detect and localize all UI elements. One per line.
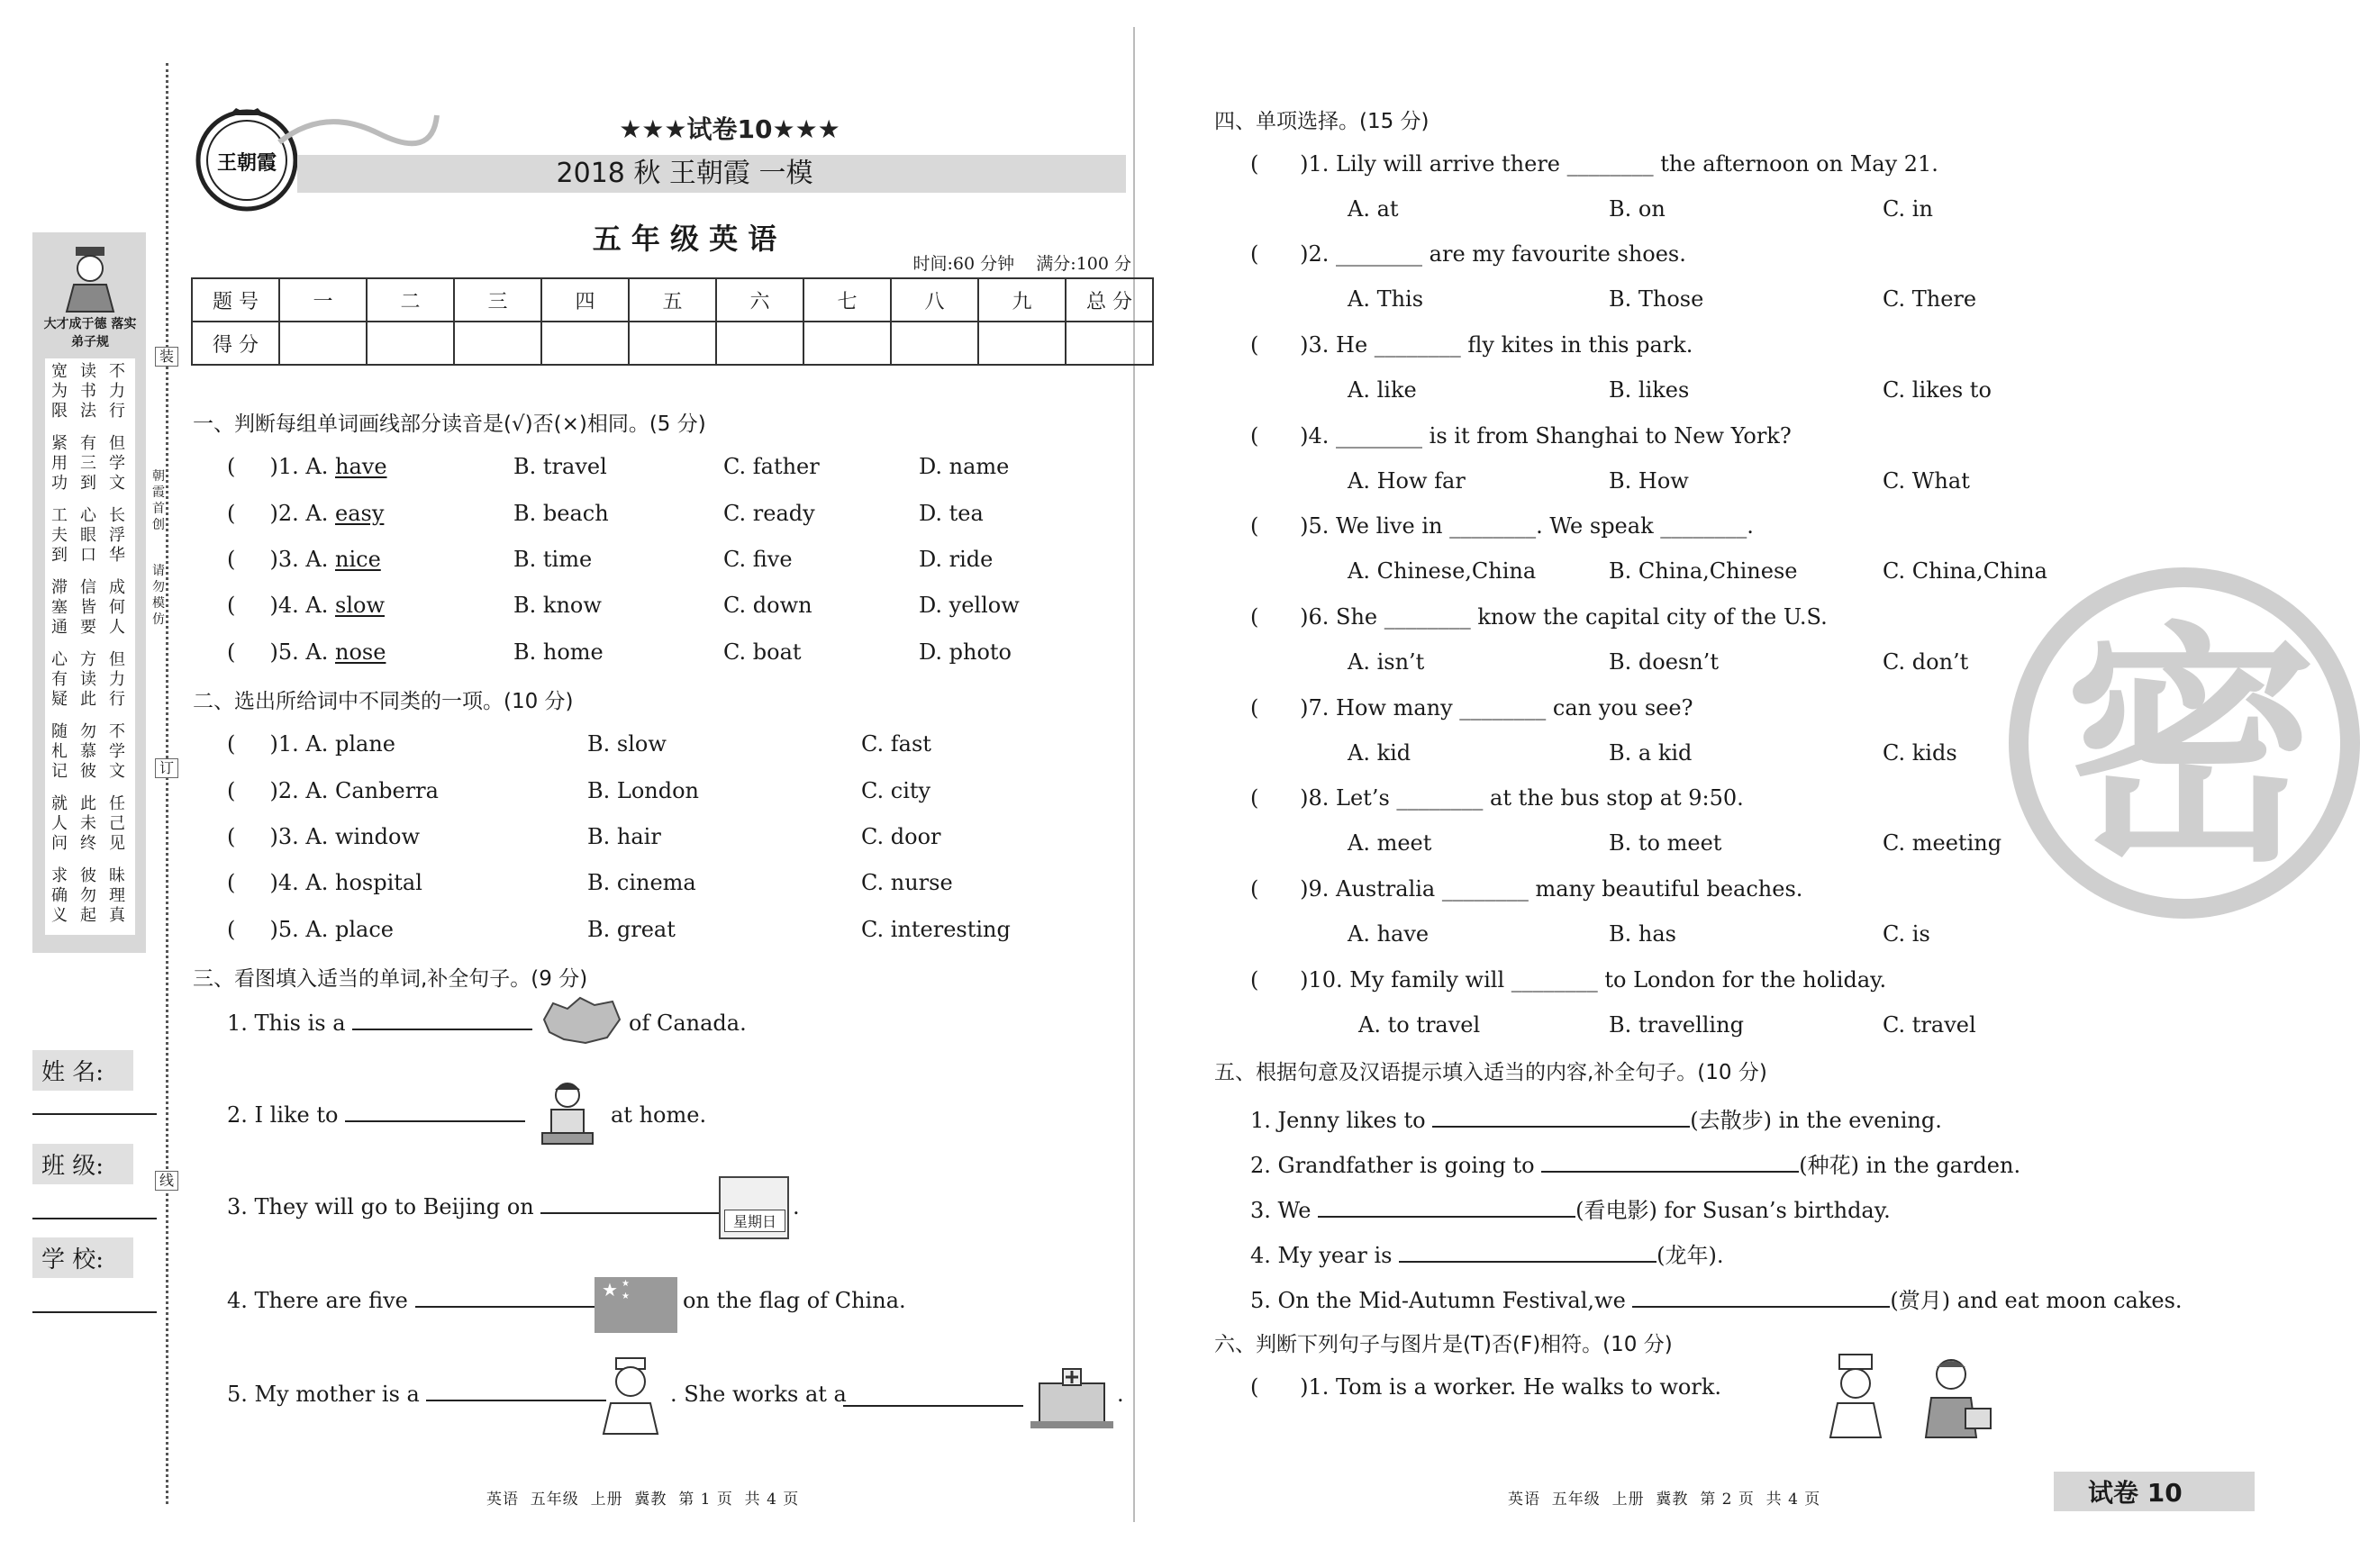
motto-line: 随札记 xyxy=(51,722,68,781)
s1-row xyxy=(227,454,387,479)
s5-pre: 2. Grandfather is going to xyxy=(1250,1153,1535,1178)
s4-opt-b: B. Those xyxy=(1609,286,1704,312)
s1-num: )5. A. xyxy=(269,639,335,665)
score-cell[interactable] xyxy=(978,322,1066,365)
notice-text: 朝霞首创 xyxy=(152,469,165,532)
s4-opt-b: B. doesn’t xyxy=(1609,649,1719,675)
secret-stamp xyxy=(2009,567,2360,919)
name-label: 姓 名: xyxy=(32,1050,133,1091)
section3-title: 三、看图填入适当的单词,补全句子。(9 分) xyxy=(193,967,588,991)
answer-paren[interactable]: ( xyxy=(227,917,270,942)
s4-opt-a: A. like xyxy=(1348,377,1417,403)
s1-b: B. home xyxy=(513,639,604,665)
answer-paren[interactable]: ( xyxy=(227,547,270,572)
answer-paren[interactable]: ( xyxy=(1250,604,1301,630)
answer-paren[interactable]: ( xyxy=(227,870,270,895)
motto-line: 求确义 xyxy=(51,866,68,925)
section5-title: 五、根据句意及汉语提示填入适当的内容,补全句子。(10 分) xyxy=(1214,1061,1767,1084)
s4-opt-b: B. has xyxy=(1609,921,1676,947)
s2-c: C. city xyxy=(861,778,931,803)
answer-paren[interactable]: ( xyxy=(227,593,270,618)
seal-mark: 线 xyxy=(155,1171,178,1191)
s4-opt-c: C. in xyxy=(1883,196,1933,222)
s2-a: )1. A. plane xyxy=(269,731,396,757)
s2-c: C. nurse xyxy=(861,870,953,895)
s5-post: for Susan’s birthday. xyxy=(1664,1198,1891,1223)
s3-q3 xyxy=(227,1194,721,1219)
answer-paren[interactable]: ( xyxy=(1250,151,1301,177)
motto-line: 宽为限 xyxy=(51,362,68,421)
binding-line xyxy=(166,63,168,1504)
motto-line: 方读此 xyxy=(80,650,96,709)
s5-post: in the garden. xyxy=(1865,1153,2021,1178)
star-icon: ★ xyxy=(602,1279,618,1301)
s1-a: nose xyxy=(335,639,386,665)
s4-opt-c: C. China,China xyxy=(1883,558,2047,584)
motto-line: 紧用功 xyxy=(51,434,68,493)
s4-question xyxy=(1250,876,1802,902)
s5-hint: (看电影) xyxy=(1575,1198,1657,1223)
score-header-row xyxy=(192,278,1153,322)
answer-paren[interactable]: ( xyxy=(227,639,270,665)
motto-line: 任己见 xyxy=(109,794,125,853)
score-header-cell: 七 xyxy=(803,278,891,322)
s4-q-text: )6. She ________ know the capital city of the U.S. xyxy=(1300,604,1828,630)
answer-blank[interactable] xyxy=(540,1196,721,1214)
s4-question xyxy=(1250,423,1792,449)
s4-q-text: )10. My family will ________ to London for the holiday. xyxy=(1300,967,1887,992)
s5-pre: 1. Jenny likes to xyxy=(1250,1108,1426,1133)
s4-q-text: )8. Let’s ________ at the bus stop at 9:50. xyxy=(1300,785,1744,811)
motto-line: 有三到 xyxy=(80,434,96,493)
canada-map-image xyxy=(540,992,623,1050)
answer-paren[interactable]: ( xyxy=(1250,1374,1301,1400)
s3-q1 xyxy=(227,1011,532,1036)
s5-pre: 5. On the Mid-Autumn Festival,we xyxy=(1250,1288,1626,1313)
calendar-label: 星期日 xyxy=(724,1210,785,1232)
s3-text: 3. They will go to Beijing on xyxy=(227,1194,534,1219)
score-table xyxy=(191,277,1154,366)
center-fold-line xyxy=(1133,27,1135,1522)
score-header-cell: 总 分 xyxy=(1066,278,1153,322)
answer-blank[interactable] xyxy=(1432,1110,1690,1128)
s1-row xyxy=(227,639,386,665)
motto-line: 滞塞通 xyxy=(51,578,68,637)
s4-q-text: )5. We live in ________. We speak ________. xyxy=(1300,513,1754,539)
answer-paren[interactable]: ( xyxy=(227,501,270,526)
score-header-cell: 一 xyxy=(279,278,367,322)
cooking-girl-image xyxy=(531,1077,604,1149)
motto-line: 就人问 xyxy=(51,794,68,853)
worker-image xyxy=(1919,1355,1994,1439)
s5-hint: (龙年). xyxy=(1657,1243,1724,1268)
score-cell[interactable] xyxy=(891,322,978,365)
s4-q-text: )3. He ________ fly kites in this park. xyxy=(1300,332,1693,358)
s6-q-text: )1. Tom is a worker. He walks to work. xyxy=(1300,1374,1722,1400)
answer-paren[interactable]: ( xyxy=(1250,785,1301,811)
s1-a: slow xyxy=(335,593,385,618)
s1-num: )2. A. xyxy=(269,501,335,526)
answer-blank[interactable] xyxy=(426,1383,606,1401)
s1-c: C. five xyxy=(723,547,793,572)
score-header-cell: 四 xyxy=(541,278,629,322)
scholar-illustration xyxy=(58,241,123,313)
s4-opt-a: A. meet xyxy=(1348,830,1432,856)
score-cell[interactable] xyxy=(1066,322,1153,365)
s2-b: B. great xyxy=(587,917,676,942)
score-header-cell: 八 xyxy=(891,278,978,322)
s5-pre: 4. My year is xyxy=(1250,1243,1393,1268)
s2-b: B. hair xyxy=(587,824,661,849)
answer-blank[interactable] xyxy=(352,1012,532,1030)
s4-opt-a: A. This xyxy=(1348,286,1424,312)
s1-d: D. yellow xyxy=(919,593,1020,618)
star-icon: ★ xyxy=(622,1292,630,1301)
score-header-cell: 题 号 xyxy=(192,278,279,322)
s3-text: on the flag of China. xyxy=(683,1288,906,1313)
motto-grid xyxy=(45,358,135,935)
motto-line: 读书法 xyxy=(80,362,96,421)
footer-page-1: 英语 五年级 上册 冀教 第 1 页 共 4 页 xyxy=(486,1491,800,1509)
s3-q5 xyxy=(227,1382,606,1407)
s4-opt-b: B. on xyxy=(1609,196,1666,222)
s4-question xyxy=(1250,513,1754,539)
s4-q-text: )9. Australia ________ many beautiful beaches. xyxy=(1300,876,1803,902)
s5-hint: (去散步) xyxy=(1690,1108,1772,1133)
s1-d: D. photo xyxy=(919,639,1012,665)
brand-title: 2018 秋 王朝霞 一模 xyxy=(556,158,813,189)
s1-num: )3. A. xyxy=(269,547,335,572)
score-header-cell: 九 xyxy=(978,278,1066,322)
s1-a: nice xyxy=(335,547,381,572)
hospital-image xyxy=(1027,1365,1117,1432)
answer-paren[interactable]: ( xyxy=(1250,513,1301,539)
s5-item xyxy=(1250,1192,1891,1224)
s2-row xyxy=(227,824,420,849)
s4-opt-b: B. a kid xyxy=(1609,740,1693,766)
motto-line: 不学文 xyxy=(109,722,125,781)
s2-c: C. interesting xyxy=(861,917,1011,942)
section4-title: 四、单项选择。(15 分) xyxy=(1214,110,1430,133)
s4-opt-a: A. at xyxy=(1348,196,1399,222)
motto-line: 信皆要 xyxy=(80,578,96,637)
s1-num: )1. A. xyxy=(269,454,335,479)
score-cell[interactable] xyxy=(629,322,716,365)
s3-q4 xyxy=(227,1288,595,1313)
answer-blank[interactable] xyxy=(345,1104,525,1122)
s1-b: B. beach xyxy=(513,501,609,526)
score-header-cell: 二 xyxy=(367,278,454,322)
section2-title: 二、选出所给词中不同类的一项。(10 分) xyxy=(193,690,574,713)
s3-text: . She works at a xyxy=(670,1382,847,1407)
motto-line: 不力行 xyxy=(109,362,125,421)
s4-opt-a: A. How far xyxy=(1348,468,1466,494)
motto-line: 成何人 xyxy=(109,578,125,637)
footer-page-2: 英语 五年级 上册 冀教 第 2 页 共 4 页 xyxy=(1508,1491,1821,1509)
motto-line: 但力行 xyxy=(109,650,125,709)
footer-test-tag: 试卷 10 xyxy=(2088,1478,2183,1508)
s3-text: of Canada. xyxy=(629,1011,747,1036)
class-label: 班 级: xyxy=(32,1144,133,1184)
s1-c: C. ready xyxy=(723,501,815,526)
s5-item xyxy=(1250,1237,1723,1269)
s2-row xyxy=(227,778,439,803)
s1-a: easy xyxy=(335,501,385,526)
s4-opt-c: C. don’t xyxy=(1883,649,1969,675)
s1-c: C. boat xyxy=(723,639,802,665)
calendar-image xyxy=(719,1176,789,1239)
s4-q-text: )2. ________ are my favourite shoes. xyxy=(1300,241,1686,267)
s4-question xyxy=(1250,604,1828,630)
s1-row xyxy=(227,501,384,526)
s4-q-text: )4. ________ is it from Shanghai to New York? xyxy=(1300,423,1792,449)
time-info: 时间:60 分钟 满分:100 分 xyxy=(912,254,1131,274)
s4-opt-c: C. is xyxy=(1883,921,1930,947)
s1-b: B. know xyxy=(513,593,602,618)
s4-opt-b: B. travelling xyxy=(1609,1012,1744,1038)
s1-b: B. time xyxy=(513,547,593,572)
score-header-cell: 六 xyxy=(716,278,803,322)
s5-post: in the evening. xyxy=(1778,1108,1942,1133)
answer-paren[interactable]: ( xyxy=(1250,241,1301,267)
score-cell[interactable] xyxy=(454,322,541,365)
s1-a: have xyxy=(335,454,387,479)
motto-top: 大才成于德 落实弟子规 xyxy=(43,317,137,349)
seal-mark: 订 xyxy=(155,758,178,778)
star-icon: ★ xyxy=(622,1279,630,1289)
s2-b: B. cinema xyxy=(587,870,696,895)
s4-q-text: )1. Lily will arrive there ________ the afternoon on May 21. xyxy=(1300,151,1938,177)
motto-line: 彼勿起 xyxy=(80,866,96,925)
s4-question xyxy=(1250,241,1686,267)
s2-a: )5. A. place xyxy=(269,917,394,942)
motto-line: 此未终 xyxy=(80,794,96,853)
ribbon-decoration xyxy=(270,97,441,151)
s4-opt-a: A. have xyxy=(1348,921,1430,947)
s4-question xyxy=(1250,332,1693,358)
score-cell[interactable] xyxy=(279,322,367,365)
s3-text: 1. This is a xyxy=(227,1011,346,1036)
s3-text: . xyxy=(1117,1382,1124,1407)
s4-opt-c: C. travel xyxy=(1883,1012,1976,1038)
s4-question xyxy=(1250,151,1938,177)
s5-item xyxy=(1250,1102,1942,1134)
test-number: ★★★试卷10★★★ xyxy=(619,114,840,144)
s4-opt-c: C. meeting xyxy=(1883,830,2002,856)
s5-pre: 3. We xyxy=(1250,1198,1312,1223)
s1-num: )4. A. xyxy=(269,593,335,618)
motto-line: 勿慕彼 xyxy=(80,722,96,781)
s3-text: at home. xyxy=(611,1102,707,1128)
school-field[interactable] xyxy=(32,1311,157,1313)
answer-paren[interactable]: ( xyxy=(1250,967,1301,992)
motto-line: 心有疑 xyxy=(51,650,68,709)
answer-paren[interactable]: ( xyxy=(1250,695,1301,721)
answer-paren[interactable]: ( xyxy=(227,731,270,757)
class-field[interactable] xyxy=(32,1218,157,1219)
s1-d: D. tea xyxy=(919,501,984,526)
s3-text: 4. There are five xyxy=(227,1288,408,1313)
answer-blank[interactable] xyxy=(1399,1245,1657,1263)
answer-blank[interactable] xyxy=(1541,1155,1799,1173)
motto-line: 昧理真 xyxy=(109,866,125,925)
s1-row xyxy=(227,547,381,572)
s4-opt-b: B. China,Chinese xyxy=(1609,558,1798,584)
motto-line: 但学文 xyxy=(109,434,125,493)
s4-opt-a: A. to travel xyxy=(1358,1012,1481,1038)
s5-post: and eat moon cakes. xyxy=(1956,1288,2183,1313)
s2-a: )3. A. window xyxy=(269,824,421,849)
s4-question xyxy=(1250,967,1886,992)
s5-item xyxy=(1250,1282,2183,1314)
logo-text: 王朝霞 xyxy=(216,151,277,175)
section6-title: 六、判断下列句子与图片是(T)否(F)相符。(10 分) xyxy=(1214,1333,1673,1356)
section1-title: 一、判断每组单词画线部分读音是(√)否(×)相同。(5 分) xyxy=(193,412,706,436)
s4-opt-a: A. Chinese,China xyxy=(1348,558,1537,584)
answer-paren[interactable]: ( xyxy=(227,778,270,803)
s4-opt-c: C. There xyxy=(1883,286,1977,312)
s2-row xyxy=(227,870,422,895)
s1-b: B. travel xyxy=(513,454,607,479)
s2-b: B. London xyxy=(587,778,700,803)
s2-a: )4. A. hospital xyxy=(269,870,422,895)
s1-d: D. ride xyxy=(919,547,994,572)
s2-b: B. slow xyxy=(587,731,667,757)
s4-question xyxy=(1250,785,1744,811)
answer-blank[interactable] xyxy=(1632,1290,1890,1308)
s1-d: D. name xyxy=(919,454,1010,479)
s4-opt-a: A. isn’t xyxy=(1348,649,1425,675)
score-cell[interactable] xyxy=(716,322,803,365)
s4-opt-c: C. kids xyxy=(1883,740,1957,766)
s1-row xyxy=(227,593,385,618)
nurse-image xyxy=(595,1355,667,1436)
score-cell[interactable] xyxy=(367,322,454,365)
s1-c: C. down xyxy=(723,593,812,618)
s3-text: 5. My mother is a xyxy=(227,1382,420,1407)
cook-boy-image xyxy=(1820,1353,1892,1439)
s4-opt-c: C. What xyxy=(1883,468,1970,494)
score-cell[interactable] xyxy=(541,322,629,365)
motto-line: 心眼口 xyxy=(80,506,96,565)
answer-paren[interactable]: ( xyxy=(227,824,270,849)
s4-opt-a: A. kid xyxy=(1348,740,1411,766)
china-flag-image xyxy=(595,1277,677,1333)
motto-line: 长浮华 xyxy=(109,506,125,565)
s2-c: C. door xyxy=(861,824,941,849)
motto-line: 工夫到 xyxy=(51,506,68,565)
s4-opt-b: B. How xyxy=(1609,468,1689,494)
s4-opt-b: B. to meet xyxy=(1609,830,1722,856)
score-value-row xyxy=(192,322,1153,365)
subject-title: 五 年 级 英 语 xyxy=(592,222,777,256)
answer-blank[interactable] xyxy=(1318,1200,1575,1218)
s5-item xyxy=(1250,1147,2020,1179)
answer-paren[interactable]: ( xyxy=(1250,423,1301,449)
s2-c: C. fast xyxy=(861,731,931,757)
s5-hint: (种花) xyxy=(1799,1153,1859,1178)
s2-row xyxy=(227,731,395,757)
score-row-label: 得 分 xyxy=(192,322,279,365)
answer-paren[interactable]: ( xyxy=(1250,332,1301,358)
s5-hint: (赏月) xyxy=(1890,1288,1951,1313)
answer-paren[interactable]: ( xyxy=(227,454,270,479)
school-label: 学 校: xyxy=(32,1237,133,1278)
s4-question xyxy=(1250,695,1693,721)
s2-a: )2. A. Canberra xyxy=(269,778,439,803)
s3-text: . xyxy=(793,1194,800,1219)
s1-c: C. father xyxy=(723,454,820,479)
score-cell[interactable] xyxy=(803,322,891,365)
s4-q-text: )7. How many ________ can you see? xyxy=(1300,695,1693,721)
answer-paren[interactable]: ( xyxy=(1250,876,1301,902)
seal-mark: 装 xyxy=(155,347,178,367)
answer-blank[interactable] xyxy=(415,1290,595,1308)
s6-question xyxy=(1250,1374,1721,1400)
s3-text: 2. I like to xyxy=(227,1102,339,1128)
name-field[interactable] xyxy=(32,1113,157,1115)
s2-row xyxy=(227,917,394,942)
score-header-cell: 五 xyxy=(629,278,716,322)
stamp-text: 密 xyxy=(2065,603,2317,896)
score-header-cell: 三 xyxy=(454,278,541,322)
notice-text: 请勿模仿 xyxy=(152,564,165,627)
s3-q2 xyxy=(227,1102,525,1128)
s4-opt-b: B. likes xyxy=(1609,377,1690,403)
answer-blank[interactable] xyxy=(843,1389,1023,1407)
s4-opt-c: C. likes to xyxy=(1883,377,1992,403)
